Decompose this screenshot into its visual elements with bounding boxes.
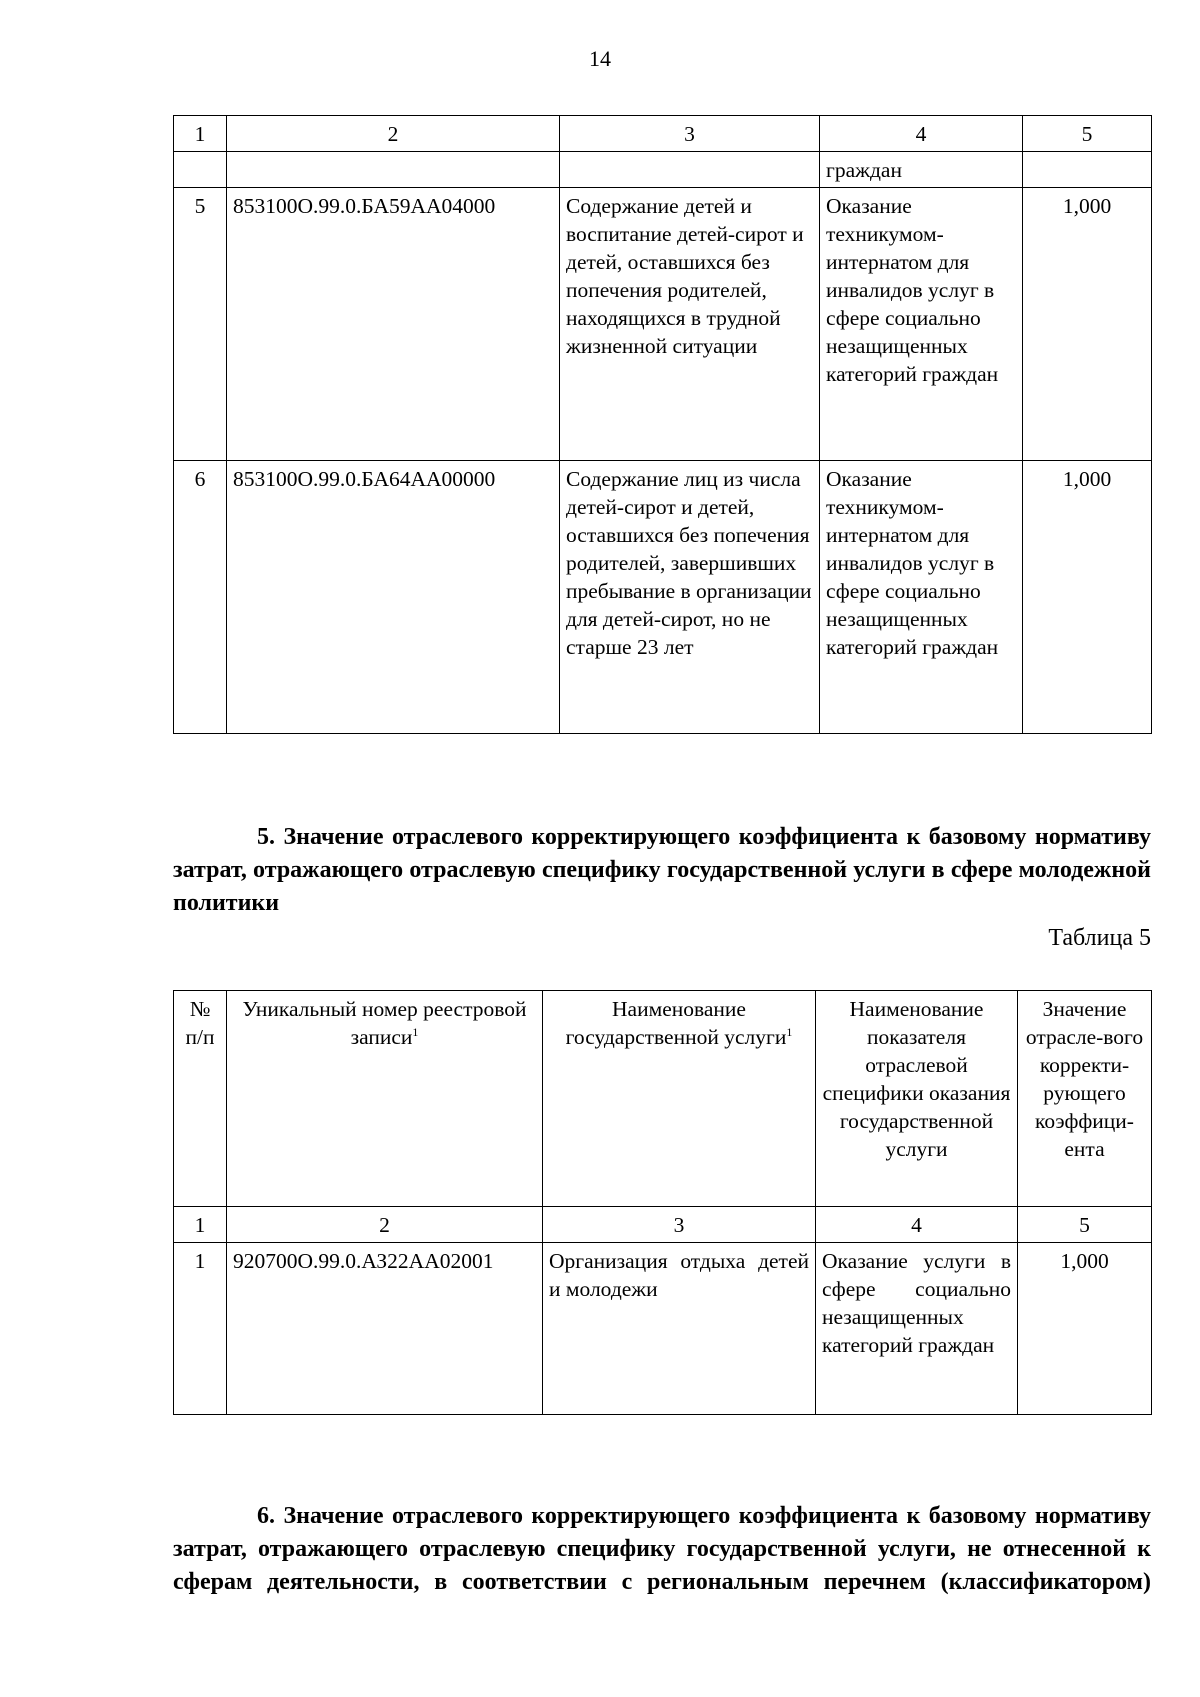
registry-code-cell [227,152,560,188]
footnote-marker: 1 [412,1024,419,1039]
row-number-cell: 1 [174,1243,227,1415]
column-number: 2 [227,116,560,152]
header-service-name [543,991,816,1207]
row-number-cell: 6 [174,461,227,734]
indicator-name-cell: Оказание услуги в сфере социально незащищенных категорий граждан [816,1243,1018,1415]
section-6-heading: 6. Значение отраслевого корректирующего коэффициента к базовому нормативу затрат, отражающего отраслевую специфику государственной услуги, не отнесенной к сферам деятельности, в соответствии с региональным перечнем (классификатором) [173,1503,1151,1595]
header-coefficient-value: Значение отрасле-вого корректи-рующего коэффици-ента [1018,991,1152,1207]
service-name-cell: Содержание детей и воспитание детей-сирот и детей, оставшихся без попечения родителей, находящихся в трудной жизненной ситуации [560,188,820,461]
header-registry-code-text: Уникальный номер реестровой записи [242,997,527,1049]
column-number: 3 [543,1207,816,1243]
table-row [174,188,1152,461]
page-number: 14 [589,46,611,71]
column-number-row [174,116,1152,152]
header-indicator-name: Наименование показателя отраслевой специфики оказания государственной услуги [816,991,1018,1207]
continued-table [173,115,1152,734]
header-row-number: № п/п [174,991,227,1207]
table-5-caption: Таблица 5 [1048,925,1151,951]
column-number: 1 [174,1207,227,1243]
table-row [174,461,1152,734]
table-row [174,1243,1152,1415]
coefficient-value-cell: 1,000 [1018,1243,1152,1415]
registry-code-cell: 920700О.99.0.АЗ22АА02001 [227,1243,543,1415]
column-number: 2 [227,1207,543,1243]
column-number: 4 [820,116,1023,152]
table-5 [173,990,1152,1415]
indicator-name-cell: Оказание техникумом-интернатом для инвалидов услуг в сфере социально незащищенных категорий граждан [820,188,1023,461]
service-name-cell: Организация отдыха детей и молодежи [543,1243,816,1415]
section-5-heading: 5. Значение отраслевого корректирующего коэффициента к базовому нормативу затрат, отражающего отраслевую специфику государственной услуги в сфере молодежной политики [173,824,1151,916]
column-number: 5 [1018,1207,1152,1243]
column-number: 3 [560,116,820,152]
column-number: 5 [1023,116,1152,152]
header-registry-code [227,991,543,1207]
table-row [174,152,1152,188]
registry-code-cell: 853100О.99.0.БА59АА04000 [227,188,560,461]
service-name-cell [560,152,820,188]
column-number: 4 [816,1207,1018,1243]
header-service-name-text: Наименование государственной услуги [565,997,787,1049]
footnote-marker: 1 [786,1024,793,1039]
coefficient-value-cell: 1,000 [1023,188,1152,461]
indicator-name-cell: граждан [820,152,1023,188]
column-number-row [174,1207,1152,1243]
service-name-cell: Содержание лиц из числа детей-сирот и детей, оставшихся без попечения родителей, завершивших пребывание в организации для детей-сирот, но не старше 23 лет [560,461,820,734]
registry-code-cell: 853100О.99.0.БА64АА00000 [227,461,560,734]
column-number: 1 [174,116,227,152]
row-number-cell: 5 [174,188,227,461]
coefficient-value-cell [1023,152,1152,188]
row-number-cell [174,152,227,188]
coefficient-value-cell: 1,000 [1023,461,1152,734]
indicator-name-cell: Оказание техникумом-интернатом для инвалидов услуг в сфере социально незащищенных категорий граждан [820,461,1023,734]
table-header-row [174,991,1152,1207]
